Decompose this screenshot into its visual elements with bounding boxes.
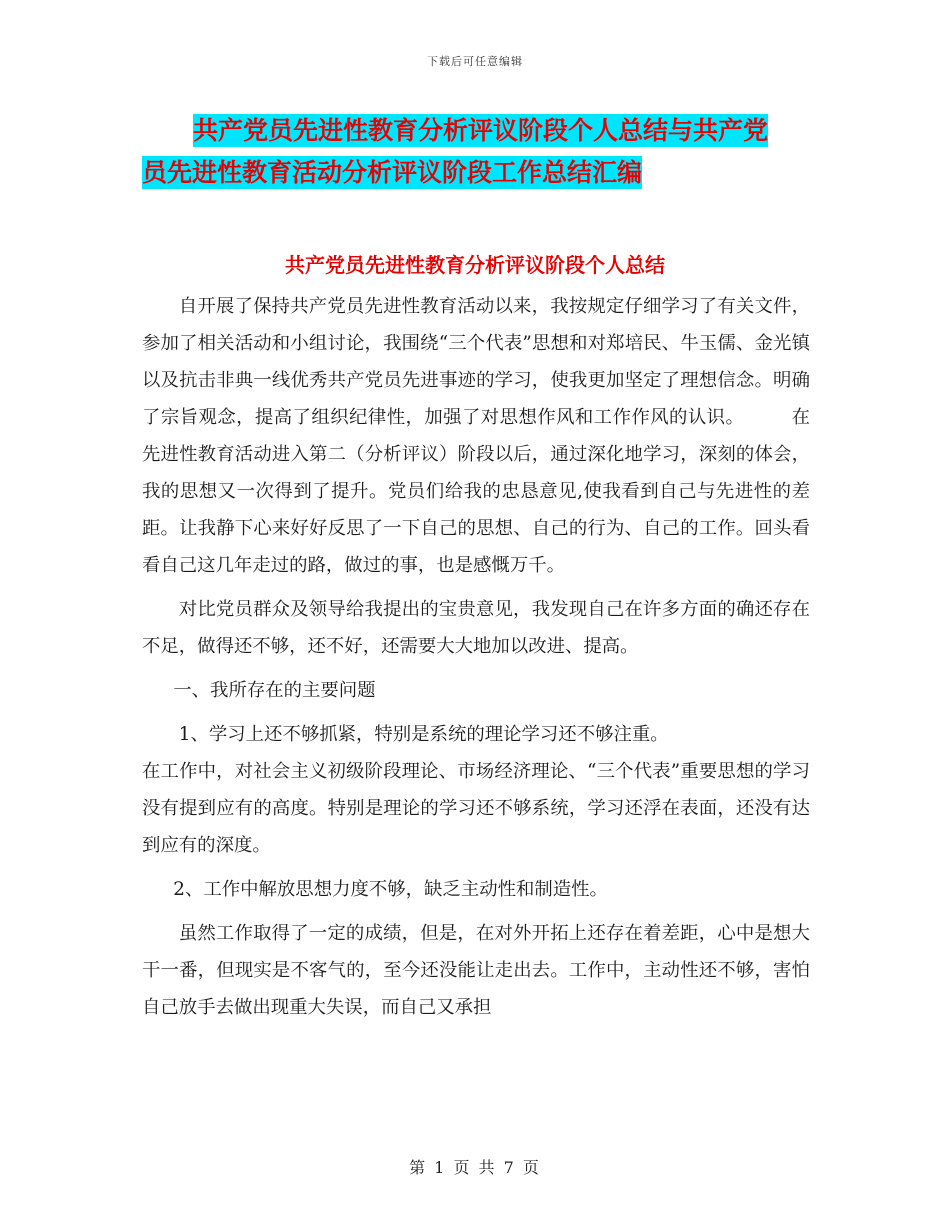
header-note: 下载后可任意编辑 — [427, 55, 523, 68]
paragraph-heading: 一、我所存在的主要问题 — [173, 680, 376, 701]
paragraph: 自开展了保持共产党员先进性教育活动以来，我按规定仔细学习了有关文件，参加了相关活动和小组讨论，我围绕“三个代表”思想和对郑培民、牛玉儒、金光镇以及抗击非典一线优秀共产党员先进事迹的学习，使我更加坚定了理想信念。明确了宗旨观念，提高了组织纪律性，加强了对思想作风和工作作风的认识。 在先进性教育活动进入第二（分析评议）阶段以后，通过深化地学习，深刻的体会，我的思想又一次得到了提升。党员们给我的忠恳意见,使我看到自己与先进性的差距。让我静下心来好好反思了一下自己的思想、自己的行为、自己的工作。回头看看自己这几年走过的路，做过的事，也是感慨万千。 — [142, 296, 810, 576]
document-title-line-1 — [0, 110, 950, 152]
document-title — [0, 110, 950, 194]
section-title: 共产党员先进性教育分析评议阶段个人总结 — [285, 253, 665, 277]
paragraph-subheading: 2、工作中解放思想力度不够，缺乏主动性和制造性。 — [173, 879, 608, 900]
paragraph: 对比党员群众及领导给我提出的宝贵意见，我发现自己在许多方面的确还存在不足，做得还不够，还不好，还需要大大地加以改进、提高。 — [142, 599, 810, 657]
paragraph: 在工作中，对社会主义初级阶段理论、市场经济理论、“三个代表”重要思想的学习没有提到应有的高度。特别是理论的学习还不够系统，学习还浮在表面，还没有达到应有的深度。 — [142, 761, 810, 856]
title-highlight-1: 共产党员先进性教育分析评议阶段个人总结与共产党 — [193, 116, 769, 145]
paragraph-subheading: 1、学习上还不够抓紧，特别是系统的理论学习还不够注重。 — [178, 724, 669, 745]
document-title-line-2 — [0, 152, 950, 194]
paragraph: 虽然工作取得了一定的成绩，但是，在对外开拓上还存在着差距，心中是想大干一番，但现实是不客气的，至今还没能让走出去。工作中，主动性还不够，害怕自己放手去做出现重大失误，而自己又承担 — [142, 923, 810, 1018]
document-body — [142, 288, 810, 1026]
title-highlight-2: 员先进性教育活动分析评议阶段工作总结汇编 — [142, 158, 643, 187]
page-footer: 第 1 页 共 7 页 — [409, 1158, 541, 1177]
